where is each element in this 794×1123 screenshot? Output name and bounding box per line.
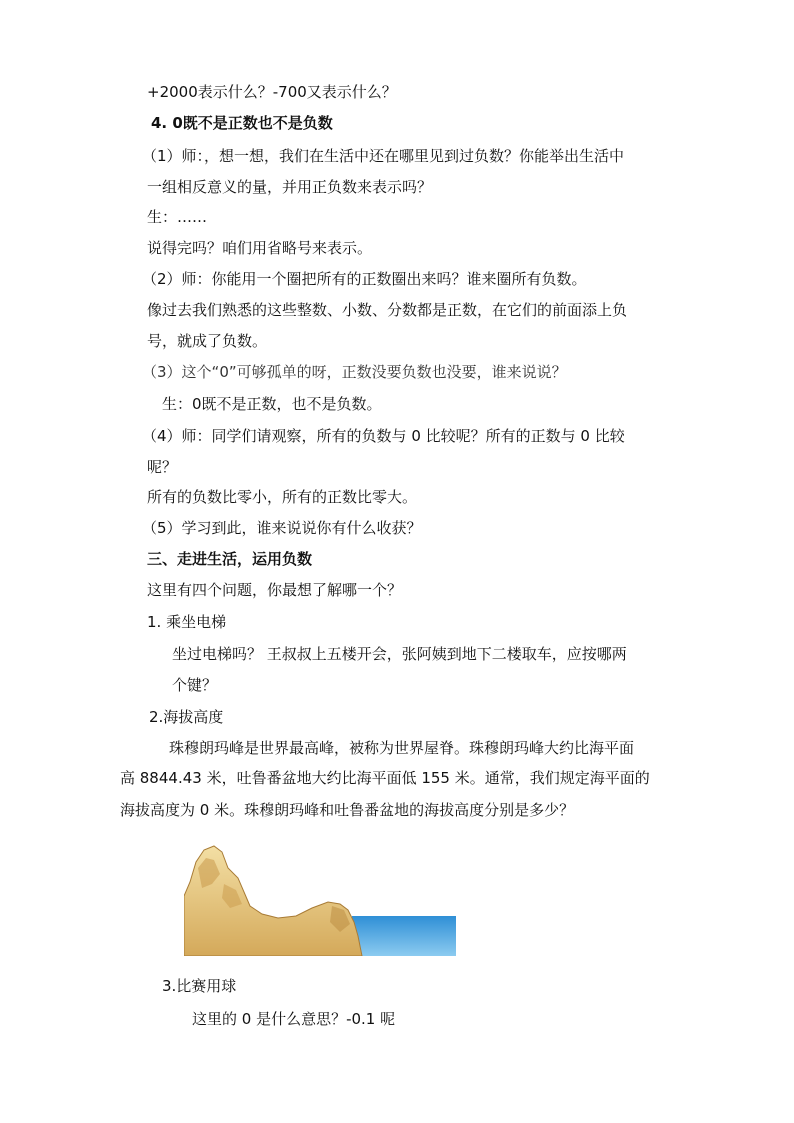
text-line: （1）师：，想一想，我们在生活中还在哪里见到过负数？你能举出生活中 xyxy=(142,147,625,165)
text-line: 高 8844.43 米，吐鲁番盆地大约比海平面低 155 米。通常，我们规定海平面的 xyxy=(120,769,650,787)
text-line: 坐过电梯吗？ 王叔叔上五楼开会，张阿姨到地下二楼取车，应按哪两 xyxy=(172,645,627,663)
list-item-heading: 1. 乘坐电梯 xyxy=(147,613,227,631)
text-line: （3）这个“0”可够孤单的呀，正数没要负数也没要，谁来说说？ xyxy=(142,363,567,381)
list-item-heading: 2.海拔高度 xyxy=(149,708,224,726)
text-line: 像过去我们熟悉的这些整数、小数、分数都是正数，在它们的前面添上负 xyxy=(147,301,628,319)
text-line: 一组相反意义的量，并用正负数来表示吗？ xyxy=(147,178,433,196)
text-line: 号，就成了负数。 xyxy=(147,332,268,350)
text-line: 珠穆朗玛峰是世界最高峰，被称为世界屋脊。珠穆朗玛峰大约比海平面 xyxy=(169,739,635,757)
text-line: 生：…… xyxy=(147,208,208,226)
text-line: 这里有四个问题，你最想了解哪一个？ xyxy=(147,581,403,599)
text-line: （2）师：你能用一个圈把所有的正数圈出来吗？谁来圈所有负数。 xyxy=(142,270,587,288)
text-line: 所有的负数比零小，所有的正数比零大。 xyxy=(147,488,418,506)
text-line: （4）师：同学们请观察，所有的负数与 0 比较呢？所有的正数与 0 比较 xyxy=(142,427,625,445)
text-line: 个键？ xyxy=(172,676,218,694)
text-line: 呢？ xyxy=(147,458,178,476)
mountain-sea-illustration xyxy=(184,844,456,956)
text-line: 海拔高度为 0 米。珠穆朗玛峰和吐鲁番盆地的海拔高度分别是多少？ xyxy=(120,801,575,819)
text-line: +2000表示什么？-700又表示什么？ xyxy=(147,83,397,101)
section-heading: 4. 0既不是正数也不是负数 xyxy=(151,114,333,132)
sea-water xyxy=(352,916,456,956)
section-heading: 三、走进生活，运用负数 xyxy=(147,550,313,568)
text-line: 生：0既不是正数，也不是负数。 xyxy=(162,395,382,413)
list-item-heading: 3.比赛用球 xyxy=(162,977,237,995)
text-line: （5）学习到此，谁来说说你有什么收获？ xyxy=(142,519,422,537)
text-line: 这里的 0 是什么意思？-0.1 呢 xyxy=(192,1010,396,1028)
text-line: 说得完吗？咱们用省略号来表示。 xyxy=(147,239,373,257)
